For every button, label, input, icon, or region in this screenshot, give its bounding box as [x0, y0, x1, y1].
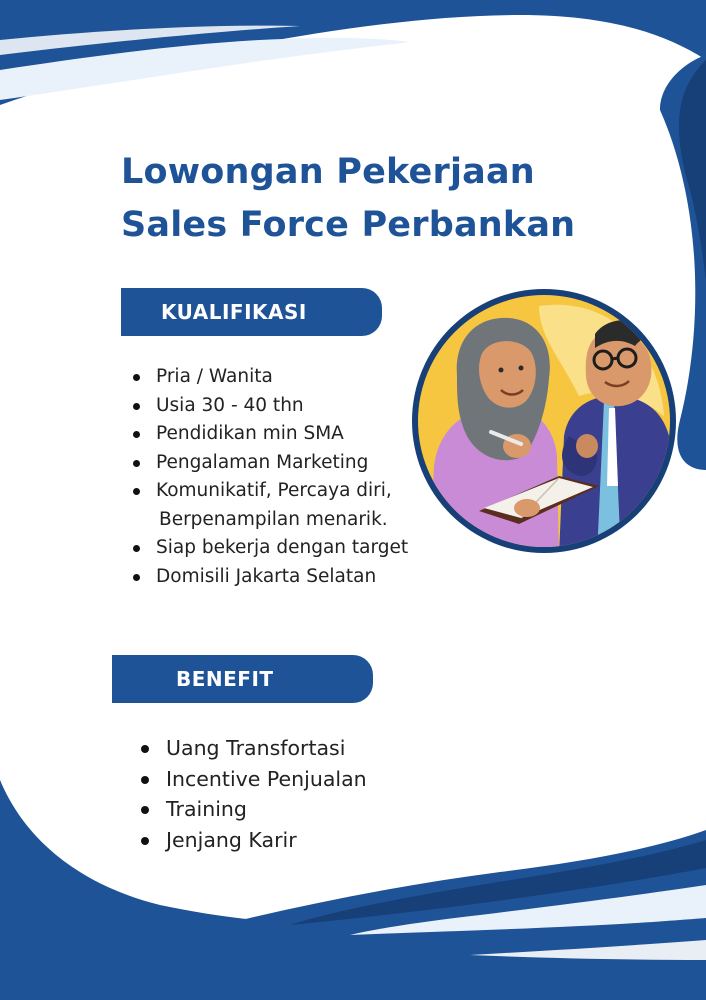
list-item: Pendidikan min SMA	[156, 420, 408, 449]
benefit-list	[166, 733, 367, 855]
qualifications-heading: KUALIFIKASI	[161, 300, 307, 324]
title-line-2: Sales Force Perbankan	[121, 205, 576, 245]
title-line-1: Lowongan Pekerjaan	[121, 152, 535, 192]
list-item: Pengalaman Marketing	[156, 449, 408, 478]
top-wave-main	[0, 0, 706, 105]
list-item: Pria / Wanita	[156, 363, 408, 392]
qualifications-heading-pill	[121, 288, 382, 336]
list-item: Domisili Jakarta Selatan	[156, 563, 408, 592]
benefit-heading-pill	[112, 655, 373, 703]
consultation-illustration	[409, 286, 679, 556]
list-item: Siap bekerja dengan target	[156, 534, 408, 563]
list-item: Training	[166, 794, 367, 825]
qualifications-list	[156, 363, 408, 591]
list-item	[156, 477, 408, 534]
list-item: Incentive Penjualan	[166, 764, 367, 795]
list-item: Jenjang Karir	[166, 825, 367, 856]
list-item: Uang Transfortasi	[166, 733, 367, 764]
list-item-line-2: Berpenampilan menarik.	[159, 508, 388, 530]
list-item-line-1: Komunikatif, Percaya diri,	[156, 480, 392, 501]
poster-title	[121, 146, 575, 252]
benefit-heading: BENEFIT	[176, 667, 274, 691]
list-item: Usia 30 - 40 thn	[156, 392, 408, 421]
